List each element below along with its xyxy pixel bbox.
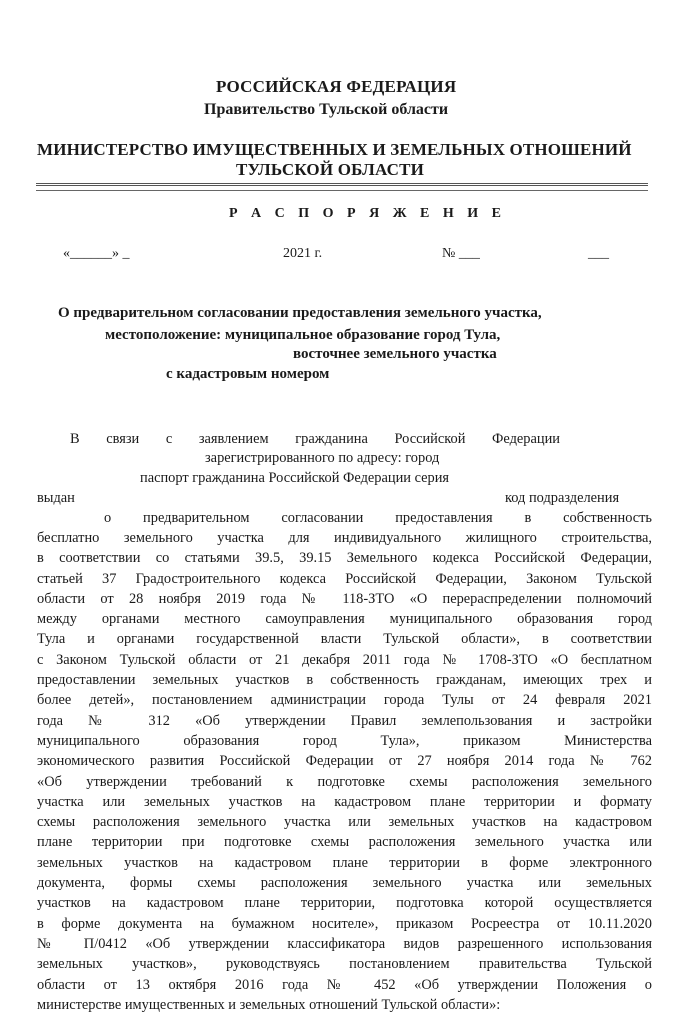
body-line: участков на кадастровом плане территории, подготовка которой осуществляется xyxy=(37,895,652,912)
document-number-tail: ___ xyxy=(588,246,609,261)
body-line: между органами местного самоуправления муниципального образования город xyxy=(37,611,652,628)
ministry-line-1: МИНИСТЕРСТВО ИМУЩЕСТВЕННЫХ И ЗЕМЕЛЬНЫХ ОТНОШЕНИЙ xyxy=(37,140,632,159)
document-number-field: № ___ xyxy=(442,246,480,261)
body-line: более детей», постановлением администрации города Тулы от 24 февраля 2021 xyxy=(37,692,652,709)
country-name: РОССИЙСКАЯ ФЕДЕРАЦИЯ xyxy=(216,77,457,96)
body-line: Тула и органами государственной власти Тульской области», в соответствии xyxy=(37,631,652,648)
body-line: статьей 37 Градостроительного кодекса Российской Федерации, Законом Тульской xyxy=(37,570,652,587)
body-line: в форме документа на бумажном носителе», приказом Росреестра от 10.11.2020 xyxy=(37,915,652,932)
government-name: Правительство Тульской области xyxy=(204,101,449,118)
body-line-5: о предварительном согласовании предоставления в собственность xyxy=(104,510,652,526)
body-line: года № 312 «Об утверждении Правил землепользования и застройки xyxy=(37,712,652,729)
body-line: области от 28 ноября 2019 года № 118-ЗТО «О перераспределении полномочий xyxy=(37,590,652,607)
body-line: участка или земельных участков на кадастровом плане территории и формату xyxy=(37,793,652,810)
body-line-4-issued: выдан xyxy=(37,490,75,506)
body-line: № П/0412 «Об утверждении классификатора видов разрешенного использования xyxy=(37,935,652,952)
body-line: плане территории при подготовке схемы расположения земельного участка или xyxy=(37,834,652,851)
body-line-4-code: код подразделения xyxy=(505,490,620,506)
title-line-2: местоположение: муниципальное образование город Тула, xyxy=(105,327,501,343)
title-line-4: с кадастровым номером xyxy=(166,366,330,382)
body-line: с Законом Тульской области от 21 декабря 2011 года № 1708-ЗТО «О бесплатном xyxy=(37,651,652,668)
body-line: предоставлении земельных участков в собственность гражданам, имеющих трех и xyxy=(37,672,652,689)
body-line: министерстве имущественных и земельных отношений Тульской области»: xyxy=(37,996,501,1013)
body-line: области от 13 октября 2016 года № 452 «Об утверждении Положения о xyxy=(37,976,652,993)
body-line-1: В связи с заявлением гражданина Российской Федерации xyxy=(70,431,560,447)
body-line: экономического развития Российской Федерации от 27 ноября 2014 года № 762 xyxy=(37,753,652,770)
title-line-3: восточнее земельного участка xyxy=(293,346,497,362)
body-line: муниципального образования город Тула», приказом Министерства xyxy=(37,732,652,749)
body-paragraph xyxy=(37,528,652,1015)
body-line-3: паспорт гражданина Российской Федерации серия xyxy=(140,470,450,486)
body-line: документа, формы схемы расположения земельного участка или земельных xyxy=(37,875,652,892)
header-divider xyxy=(36,183,648,186)
date-day-field: «______» _ xyxy=(63,246,130,261)
body-line: в соответствии со статьями 39.5, 39.15 Земельного кодекса Российской Федерации, xyxy=(37,550,652,567)
body-line: земельных участков», руководствуясь постановлением правительства Тульской xyxy=(37,956,652,973)
body-line: схемы расположения земельного участка или земельных участков на кадастровом xyxy=(37,814,652,831)
body-line-2: зарегистрированного по адресу: город xyxy=(205,450,440,466)
document-type: Р А С П О Р Я Ж Е Н И Е xyxy=(229,206,507,221)
body-line: земельных участков на кадастровом плане территории в форме электронного xyxy=(37,854,652,871)
header-divider-thin xyxy=(36,190,648,191)
date-year: 2021 г. xyxy=(283,246,323,261)
title-line-1: О предварительном согласовании предоставления земельного участка, xyxy=(58,305,542,321)
body-line: бесплатно земельного участка для индивидуального жилищного строительства, xyxy=(37,530,652,546)
body-line: «Об утверждении требований к подготовке схемы расположения земельного xyxy=(37,773,652,790)
ministry-line-2: ТУЛЬСКОЙ ОБЛАСТИ xyxy=(236,160,425,179)
